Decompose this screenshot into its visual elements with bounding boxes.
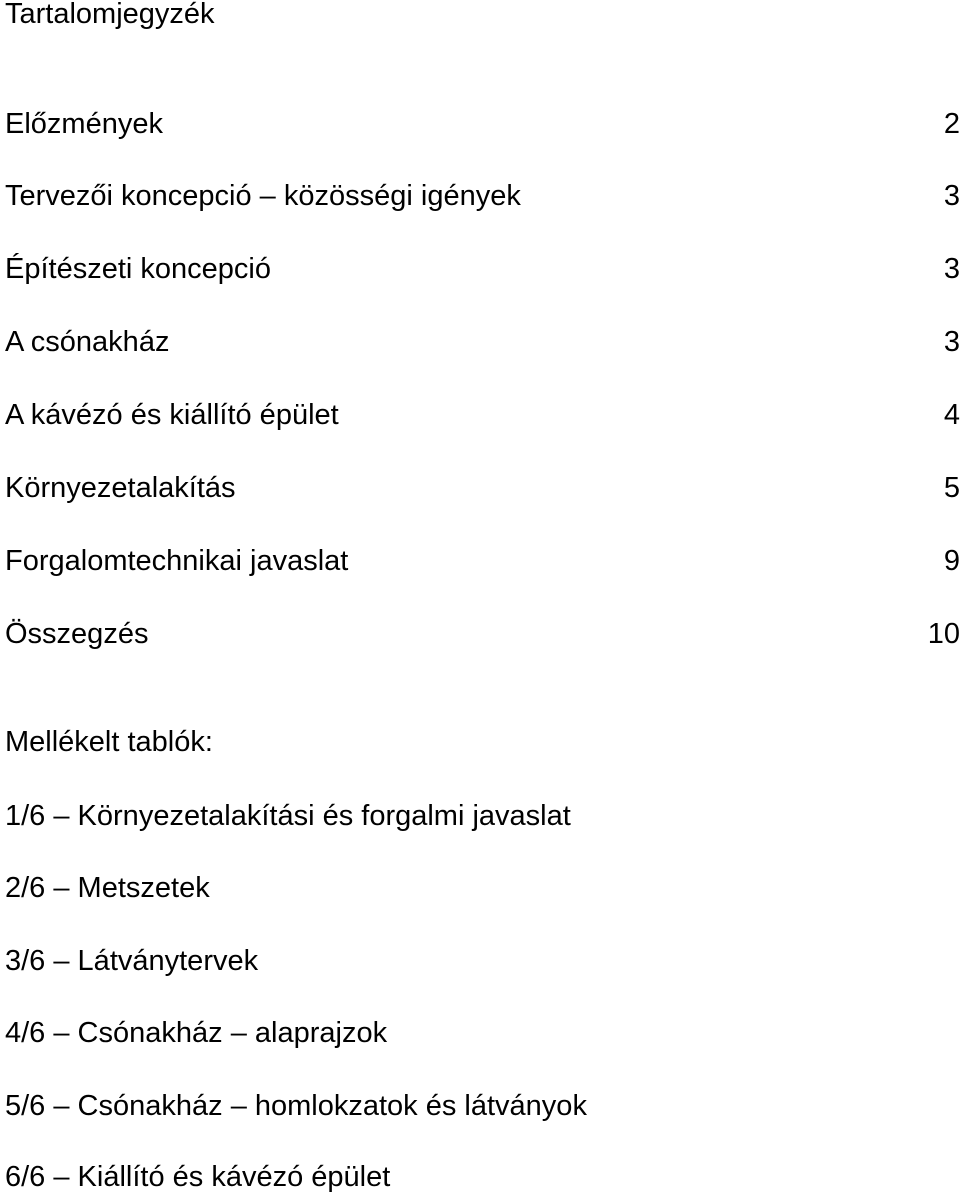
toc-entry-label: Építészeti koncepció — [5, 253, 271, 285]
toc-entry-page: 2 — [943, 108, 960, 140]
toc-entry-page: 3 — [943, 253, 960, 285]
annex-item: 1/6 – Környezetalakítási és forgalmi javaslat — [5, 800, 571, 832]
toc-entry-page: 9 — [943, 545, 960, 577]
toc-entry-page: 3 — [943, 326, 960, 358]
toc-entry-label: A csónakház — [5, 326, 170, 358]
annex-item: 5/6 – Csónakház – homlokzatok és látványok — [5, 1090, 587, 1122]
toc-entry-label: Tervezői koncepció – közösségi igények — [5, 180, 521, 212]
toc-entry-label: Összegzés — [5, 618, 149, 650]
toc-entry — [5, 614, 960, 654]
toc-entry — [5, 249, 960, 289]
annex-item: 4/6 – Csónakház – alaprajzok — [5, 1017, 388, 1049]
toc-entry — [5, 176, 960, 216]
toc-entry-label: Forgalomtechnikai javaslat — [5, 545, 349, 577]
toc-entry-label: Előzmények — [5, 108, 163, 140]
toc-entry-page: 4 — [943, 399, 960, 431]
toc-entry — [5, 104, 960, 144]
annex-item: 6/6 – Kiállító és kávézó épület — [5, 1161, 391, 1193]
annex-item: 3/6 – Látványtervek — [5, 945, 259, 977]
toc-entry-page: 10 — [927, 618, 960, 650]
toc-entry — [5, 322, 960, 362]
toc-entry — [5, 395, 960, 435]
toc-entry — [5, 541, 960, 581]
toc-entry-label: A kávézó és kiállító épület — [5, 399, 339, 431]
toc-entry-page: 3 — [943, 180, 960, 212]
page-title: Tartalomjegyzék — [5, 0, 215, 30]
toc-entry-label: Környezetalakítás — [5, 472, 236, 504]
toc-entry-page: 5 — [943, 472, 960, 504]
toc-entry — [5, 468, 960, 508]
annex-heading: Mellékelt tablók: — [5, 726, 213, 758]
annex-item: 2/6 – Metszetek — [5, 872, 210, 904]
